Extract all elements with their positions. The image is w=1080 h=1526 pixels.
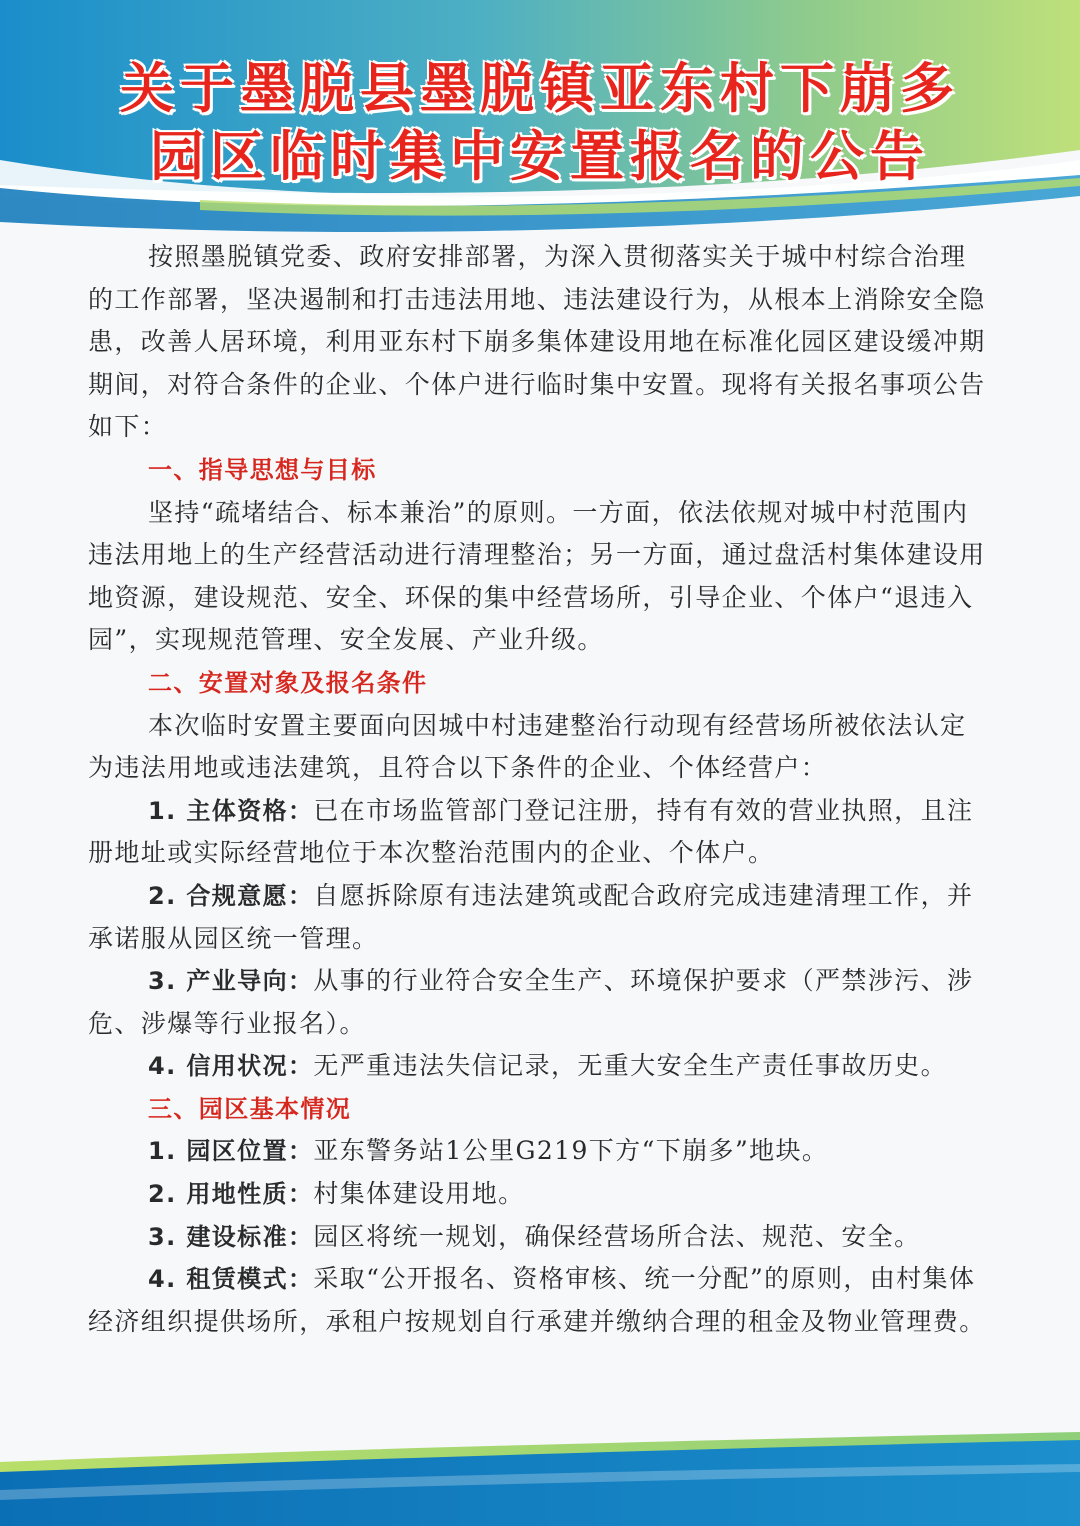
item-text: 采取“公开报名、资格审核、统一分配”的原则，由村集体经济组织提供场所，承租户按规划自行承建并缴纳合理的租金及物业管理费。: [88, 1264, 986, 1336]
section-2-paragraph: 本次临时安置主要面向因城中村违建整治行动现有经营场所被依法认定为违法用地或违法建筑，且符合以下条件的企业、个体经营户：: [88, 710, 967, 783]
list-item: [88, 1173, 988, 1216]
list-item: [88, 1130, 988, 1173]
item-text: 已在市场监管部门登记注册，持有有效的营业执照，且注册地址或实际经营地位于本次整治范围内的企业、个体户。: [88, 795, 974, 868]
section-heading-3: 三、园区基本情况: [148, 1094, 352, 1123]
title-line-1: 关于墨脱县墨脱镇亚东村下崩多: [120, 57, 960, 120]
item-text: 村集体建设用地。: [313, 1179, 525, 1209]
section-heading-2: 二、安置对象及报名条件: [148, 668, 428, 697]
item-text: 从事的行业符合安全生产、环境保护要求（严禁涉污、涉危、涉爆等行业报名）。: [88, 966, 974, 1038]
item-label: 2. 用地性质：: [148, 1180, 314, 1209]
item-text: 无严重违法失信记录，无重大安全生产责任事故历史。: [313, 1051, 947, 1081]
section-heading-1: 一、指导思想与目标: [148, 455, 377, 484]
item-label: 1. 园区位置：: [148, 1137, 314, 1166]
item-text: 自愿拆除原有违法建筑或配合政府完成违建清理工作，并承诺服从园区统一管理。: [88, 880, 974, 953]
notice-body: [88, 236, 988, 1343]
item-label: 4. 信用状况：: [148, 1052, 314, 1081]
title-line-2: 园区临时集中安置报名的公告: [150, 125, 930, 188]
footer-banner: [0, 1420, 1080, 1526]
list-item: [88, 1045, 988, 1088]
item-label: 3. 建设标准：: [148, 1222, 314, 1251]
item-label: 4. 租赁模式：: [148, 1265, 314, 1294]
section-1-paragraph: 坚持“疏堵结合、标本兼治”的原则。一方面，依法依规对城中村范围内违法用地上的生产经营活动进行清理整治；另一方面，通过盘活村集体建设用地资源，建设规范、安全、环保的集中经营场所，引导企业、个体户“退违入园”，实现规范管理、安全发展、产业升级。: [88, 497, 986, 655]
list-item: [88, 875, 988, 960]
list-item: [88, 1216, 988, 1259]
item-text: 亚东警务站1公里G219下方“下崩多”地块。: [313, 1136, 829, 1166]
list-item: [88, 960, 988, 1045]
item-text: 园区将统一规划，确保经营场所合法、规范、安全。: [313, 1221, 921, 1251]
list-item: [88, 1258, 988, 1343]
item-label: 2. 合规意愿：: [148, 881, 314, 910]
item-label: 3. 产业导向：: [148, 967, 314, 996]
item-label: 1. 主体资格：: [148, 796, 314, 825]
list-item: [88, 790, 988, 875]
intro-paragraph: 按照墨脱镇党委、政府安排部署，为深入贯彻落实关于城中村综合治理的工作部署，坚决遏制和打击违法用地、违法建设行为，从根本上消除安全隐患，改善人居环境，利用亚东村下崩多集体建设用地在标准化园区建设缓冲期期间，对符合条件的企业、个体户进行临时集中安置。现将有关报名事项公告如下：: [88, 242, 986, 442]
